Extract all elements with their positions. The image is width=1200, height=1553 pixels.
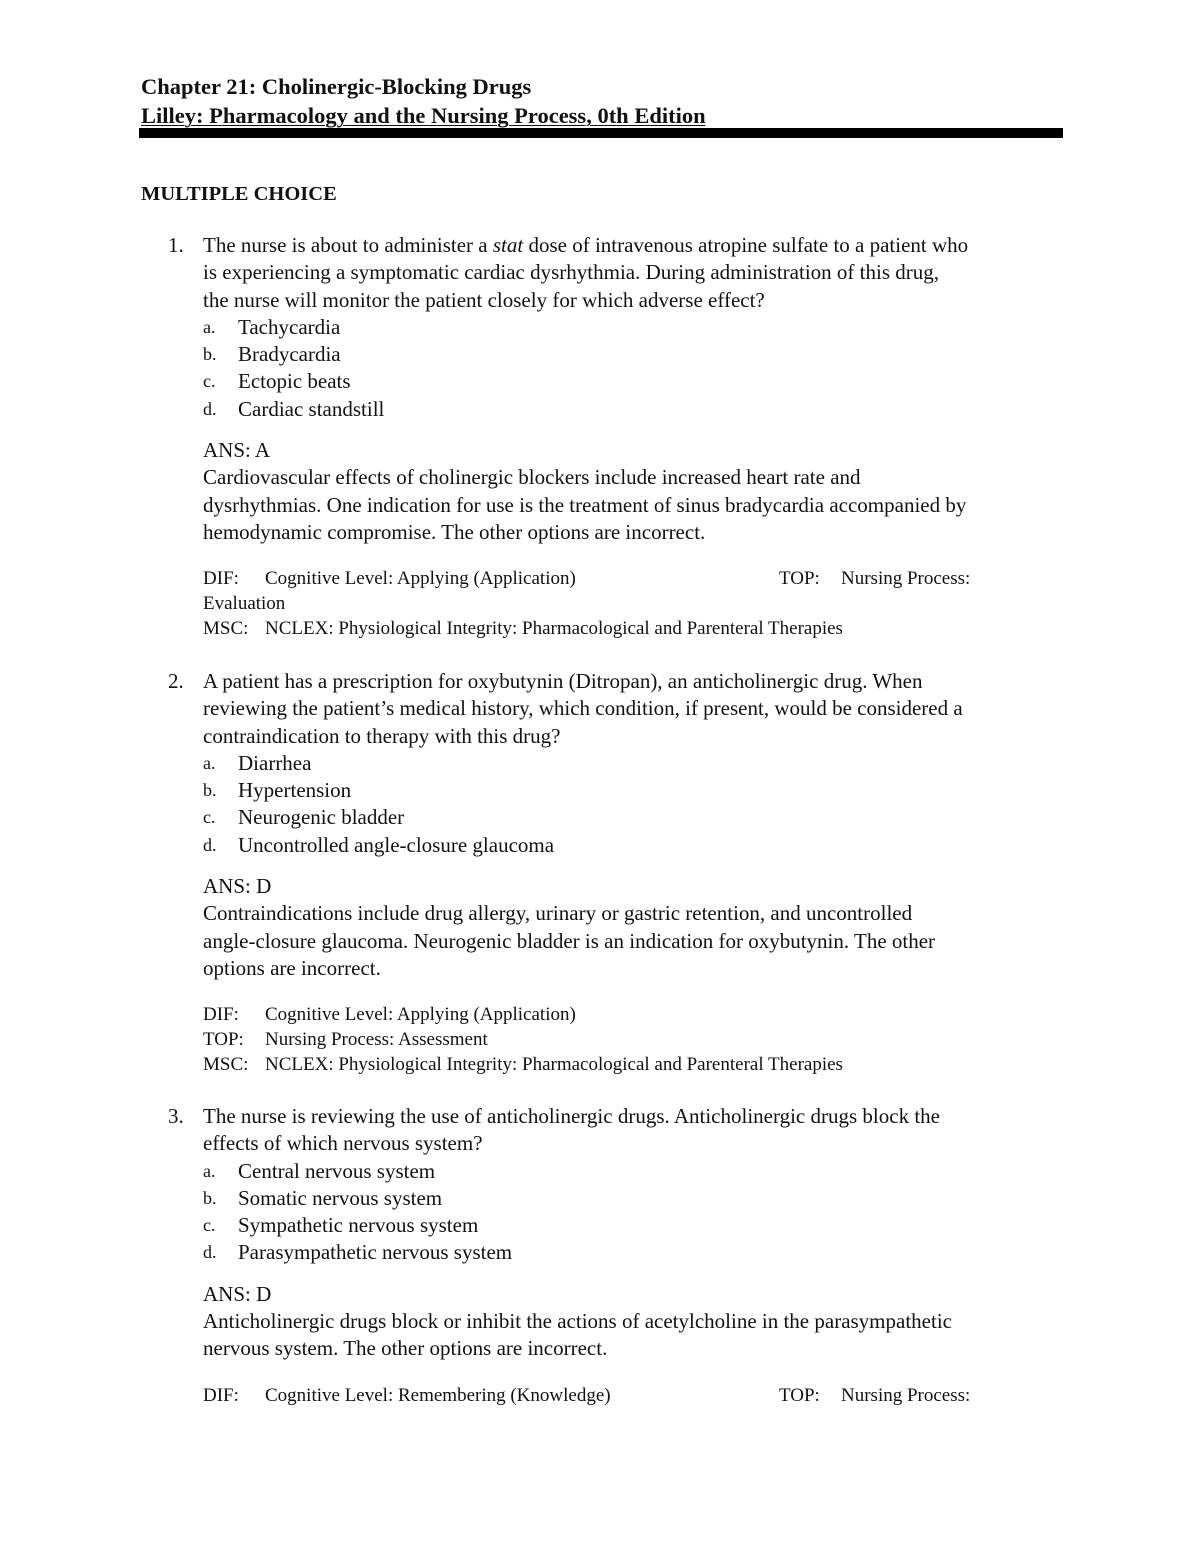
option-d <box>203 396 1068 423</box>
stem-italic-text: stat <box>492 233 524 257</box>
question-metadata <box>203 1002 1068 1077</box>
option-letter: d. <box>203 834 217 855</box>
option-text: Bradycardia <box>238 342 341 367</box>
rationale-line: options are incorrect. <box>203 955 381 980</box>
question-3 <box>168 1103 1068 1408</box>
option-letter: a. <box>203 752 216 773</box>
option-text: Diarrhea <box>238 750 312 775</box>
option-c <box>203 804 1068 831</box>
option-c <box>203 1212 1068 1239</box>
question-stem <box>203 1103 1068 1158</box>
option-text: Somatic nervous system <box>238 1185 443 1210</box>
msc-label: MSC: <box>203 1054 249 1076</box>
dif-label: DIF: <box>203 568 239 590</box>
option-letter: c. <box>203 371 216 392</box>
top-line <box>779 566 970 591</box>
msc-value: NCLEX: Physiological Integrity: Pharmacological and Parenteral Therapies <box>265 1054 843 1076</box>
chapter-title: Chapter 21: Cholinergic-Blocking Drugs <box>141 74 532 99</box>
stem-line: A patient has a prescription for oxybutynin (Ditropan), an anticholinergic drug. When <box>203 669 923 693</box>
question-2 <box>168 668 1068 1077</box>
question-stem <box>203 668 1068 750</box>
option-text: Cardiac standstill <box>238 396 385 421</box>
option-letter: d. <box>203 1242 217 1263</box>
option-text: Uncontrolled angle-closure glaucoma <box>238 832 555 857</box>
option-letter: c. <box>203 807 216 828</box>
dif-line <box>203 1002 1068 1027</box>
msc-line <box>203 616 1068 641</box>
rationale-line: hemodynamic compromise. The other options are incorrect. <box>203 519 706 544</box>
top-line <box>203 1027 1068 1052</box>
option-letter: d. <box>203 398 217 419</box>
option-b <box>203 777 1068 804</box>
rationale-line: dysrhythmias. One indication for use is the treatment of sinus bradycardia accompanied by <box>203 492 967 517</box>
header-rule <box>139 128 1063 138</box>
question-number: 2. <box>168 669 184 693</box>
answer-options <box>203 1158 1068 1267</box>
option-letter: b. <box>203 344 217 365</box>
option-c <box>203 368 1068 395</box>
option-a <box>203 750 1068 777</box>
msc-value: NCLEX: Physiological Integrity: Pharmacological and Parenteral Therapies <box>265 618 843 640</box>
rationale-line: Contraindications include drug allergy, urinary or gastric retention, and uncontrolled <box>203 901 913 926</box>
stem-line: effects of which nervous system? <box>203 1131 483 1156</box>
option-d <box>203 1239 1068 1266</box>
answer-options <box>203 314 1068 423</box>
top-label: TOP: <box>779 1384 820 1406</box>
section-title: MULTIPLE CHOICE <box>141 183 337 205</box>
option-text: Central nervous system <box>238 1158 436 1183</box>
top-value: Nursing Process: <box>841 1384 971 1406</box>
rationale-line: Anticholinergic drugs block or inhibit the actions of acetylcholine in the parasympathetic <box>203 1309 952 1334</box>
option-text: Tachycardia <box>238 314 341 339</box>
option-text: Neurogenic bladder <box>238 805 405 830</box>
option-text: Sympathetic nervous system <box>238 1213 479 1238</box>
option-text: Ectopic beats <box>238 369 351 394</box>
answer-block <box>203 873 1068 982</box>
dif-label: DIF: <box>203 1004 239 1026</box>
option-letter: a. <box>203 1160 216 1181</box>
question-metadata <box>203 566 1068 641</box>
question-number: 3. <box>168 1104 184 1128</box>
msc-label: MSC: <box>203 618 249 640</box>
question-stem <box>203 232 1068 314</box>
stem-line: the nurse will monitor the patient closely for which adverse effect? <box>203 287 765 312</box>
rationale-line: nervous system. The other options are incorrect. <box>203 1336 608 1361</box>
stem-line: contraindication to therapy with this drug? <box>203 723 561 748</box>
top-value: Nursing Process: <box>841 568 971 590</box>
option-letter: a. <box>203 316 216 337</box>
top-continuation: Evaluation <box>203 593 286 615</box>
option-letter: b. <box>203 1187 217 1208</box>
dif-value: Cognitive Level: Remembering (Knowledge) <box>265 1384 611 1406</box>
stem-text: dose of intravenous atropine sulfate to a patient who <box>523 233 969 257</box>
top-label: TOP: <box>779 568 820 590</box>
answer-block <box>203 437 1068 546</box>
answer-key: ANS: D <box>203 874 272 899</box>
dif-value: Cognitive Level: Applying (Application) <box>265 1004 576 1026</box>
option-a <box>203 1158 1068 1185</box>
question-metadata <box>203 1383 1068 1408</box>
answer-block <box>203 1281 1068 1363</box>
option-text: Parasympathetic nervous system <box>238 1240 513 1265</box>
top-label: TOP: <box>203 1029 244 1051</box>
question-number: 1. <box>168 233 184 257</box>
option-text: Hypertension <box>238 778 352 803</box>
option-letter: b. <box>203 780 217 801</box>
answer-options <box>203 750 1068 859</box>
rationale-line: Cardiovascular effects of cholinergic blockers include increased heart rate and <box>203 465 861 490</box>
stem-line <box>203 232 1068 259</box>
top-line <box>779 1383 970 1408</box>
rationale-line: angle-closure glaucoma. Neurogenic bladder is an indication for oxybutynin. The other <box>203 928 936 953</box>
document-header <box>141 72 1063 130</box>
option-letter: c. <box>203 1215 216 1236</box>
dif-label: DIF: <box>203 1384 239 1406</box>
stem-text: The nurse is about to administer a <box>203 233 493 257</box>
answer-key: ANS: A <box>203 438 271 463</box>
dif-value: Cognitive Level: Applying (Application) <box>265 568 576 590</box>
option-b <box>203 341 1068 368</box>
stem-line: is experiencing a symptomatic cardiac dysrhythmia. During administration of this drug, <box>203 260 939 285</box>
top-value: Nursing Process: Assessment <box>265 1029 488 1051</box>
answer-key: ANS: D <box>203 1281 272 1306</box>
option-b <box>203 1185 1068 1212</box>
book-title: Lilley: Pharmacology and the Nursing Process, 0th Edition <box>141 103 706 128</box>
msc-line <box>203 1052 1068 1077</box>
option-d <box>203 832 1068 859</box>
stem-line: The nurse is reviewing the use of anticholinergic drugs. Anticholinergic drugs block the <box>203 1104 940 1128</box>
option-a <box>203 314 1068 341</box>
question-1 <box>168 232 1068 641</box>
stem-line: reviewing the patient’s medical history, which condition, if present, would be considered a <box>203 696 963 721</box>
